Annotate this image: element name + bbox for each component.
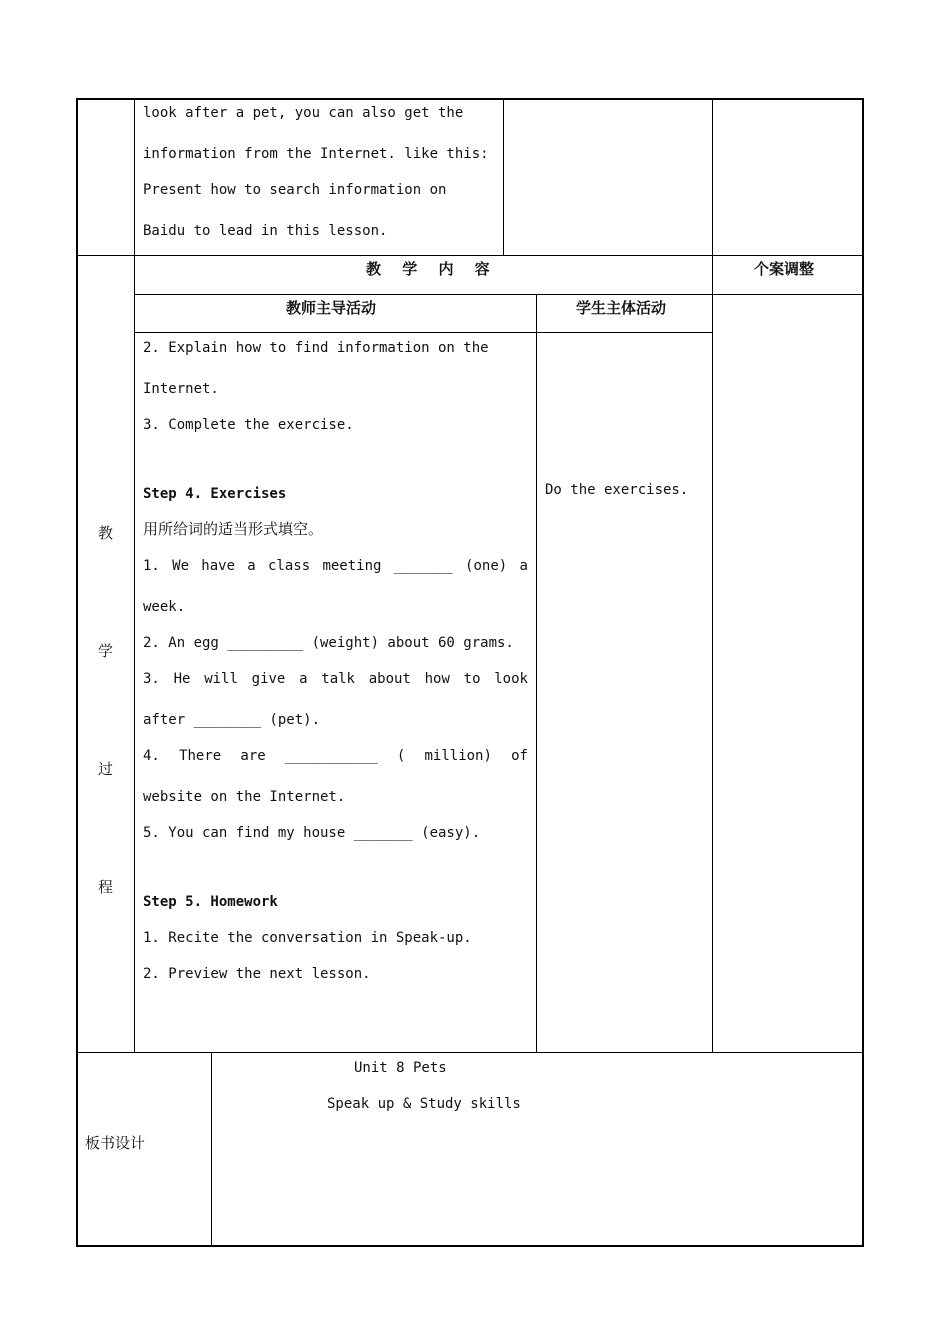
col-divider-top-mid [503,98,504,255]
q4-word: There [179,748,222,764]
q4-word: ( [396,748,406,764]
q3-word: give [251,671,286,687]
teacher-line-complete: 3. Complete the exercise. [143,417,354,433]
question-1 [143,557,528,575]
col-divider-side [134,98,135,1053]
top-line-3: Present how to search information on [143,182,447,198]
q1-word: (one) [465,558,508,574]
exercise-instruction: 用所给词的适当形式填空。 [143,520,324,538]
q1-blank: _______ [393,558,453,574]
student-activity-text: Do the exercises. [545,482,689,498]
q1-word: have [201,558,235,574]
row-divider-1 [76,255,864,256]
teacher-line-internet: Internet. [143,381,219,397]
header-teaching-content: 教 学 内 容 [366,260,496,278]
top-line-4: Baidu to lead in this lesson. [143,223,388,239]
q4-word: of [511,748,528,764]
q1-word: a [247,558,256,574]
col-teacher-activity: 教师主导活动 [286,299,377,317]
q1-word: We [172,558,189,574]
homework-1: 1. Recite the conversation in Speak-up. [143,930,472,946]
q4-word: 4. [143,748,160,764]
board-subtitle: Speak up & Study skills [327,1096,521,1112]
q3-word: He [173,671,191,687]
question-4 [143,747,528,765]
row-divider-2 [135,294,864,295]
q3-word: will [204,671,238,687]
q3-word: talk [321,671,355,687]
q4-blank: ___________ [284,748,378,764]
table-border-right [862,98,864,1247]
table-border-top [76,98,864,100]
question-4-cont: website on the Internet. [143,789,346,805]
board-title: Unit 8 Pets [354,1060,447,1076]
col-divider-board [211,1052,212,1246]
side-label-char-4: 程 [98,878,114,896]
row-divider-4 [76,1052,864,1053]
q3-word: 3. [143,671,160,687]
board-design-label: 板书设计 [85,1134,146,1152]
q3-word: look [494,671,528,687]
header-case-adjust: 个案调整 [754,260,815,278]
question-3 [143,670,528,688]
table-border-left [76,98,78,1247]
question-3-cont: after ________ (pet). [143,712,321,728]
question-1-cont: week. [143,599,186,615]
q3-word: to [463,671,481,687]
col-divider-adjust [712,98,713,1053]
homework-2: 2. Preview the next lesson. [143,966,371,982]
q3-word: a [299,671,308,687]
side-label-char-3: 过 [98,760,114,778]
step5-heading: Step 5. Homework [143,894,278,910]
q1-word: meeting [322,558,382,574]
q1-word: class [268,558,311,574]
question-5: 5. You can find my house _______ (easy). [143,825,481,841]
step4-heading: Step 4. Exercises [143,486,287,502]
row-divider-3 [135,332,713,333]
top-line-2: information from the Internet. like this: [143,146,489,162]
col-student-activity: 学生主体活动 [576,299,667,317]
question-2: 2. An egg _________ (weight) about 60 grams. [143,635,514,651]
top-line-1: look after a pet, you can also get the [143,105,464,121]
side-label-char-2: 学 [98,642,114,660]
side-label-char-1: 教 [98,524,114,542]
q1-word: 1. [143,558,160,574]
col-divider-student [536,294,537,1053]
teacher-line-explain: 2. Explain how to find information on the [143,340,489,356]
q1-word: a [519,558,528,574]
table-border-bottom [76,1245,864,1247]
q3-word: about [368,671,411,687]
q4-word: million) [424,748,492,764]
q3-word: how [424,671,450,687]
q4-word: are [240,748,266,764]
